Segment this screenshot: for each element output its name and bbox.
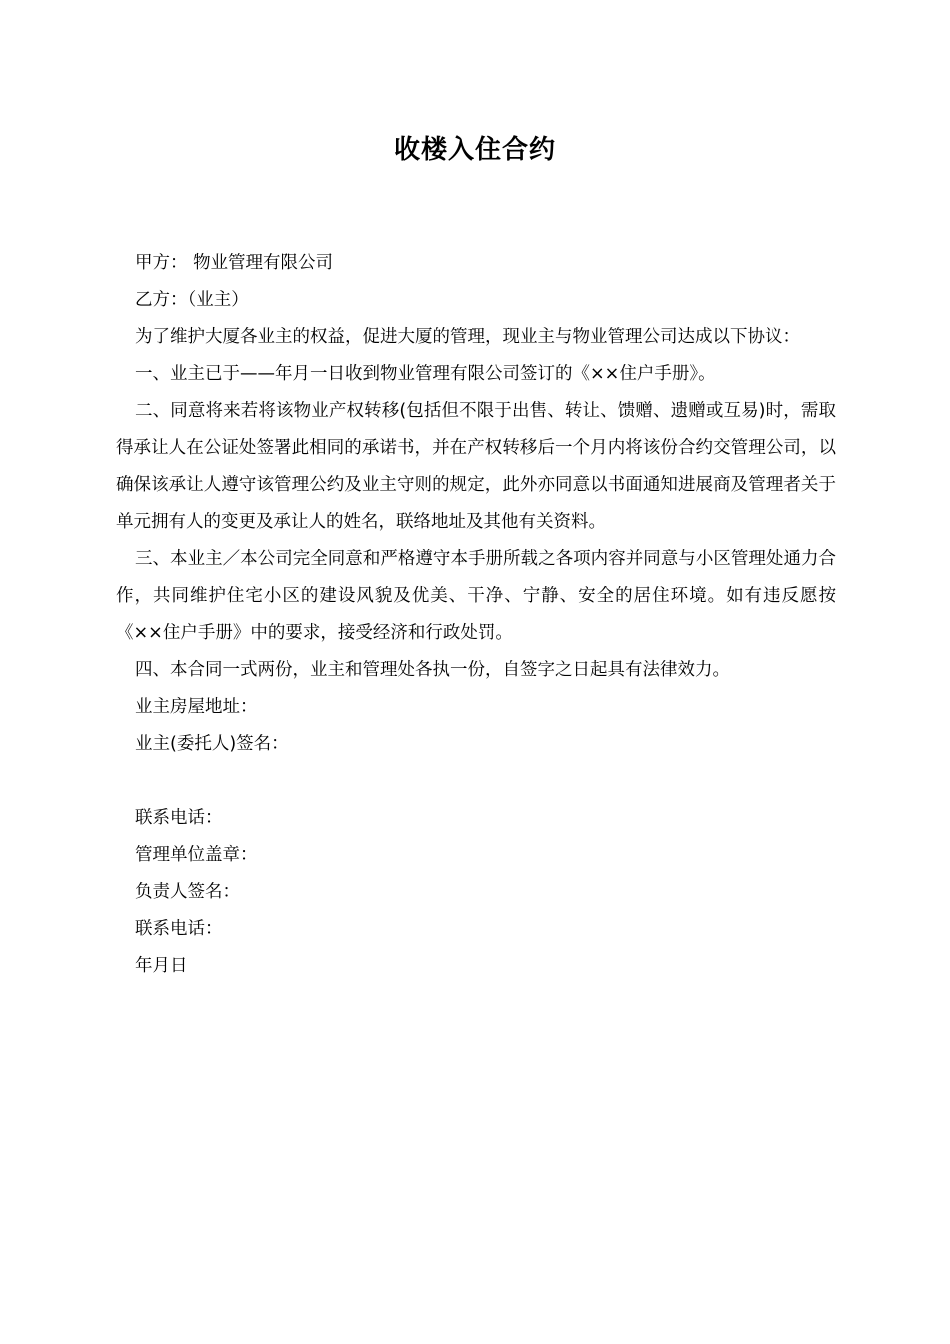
management-seal-label: 管理单位盖章： [135,845,258,865]
document-body [116,245,836,985]
date-label: 年月日 [135,956,188,976]
document-title: 收楼入住合约 [393,135,556,165]
manager-phone-label: 联系电话： [135,919,223,939]
manager-signature-label: 负责人签名： [135,882,240,902]
clause-4: 四、本合同一式两份，业主和管理处各执一份，自签字之日起具有法律效力。 [135,660,730,680]
party-b-line: 乙方：（业主） [135,290,249,310]
owner-address-label: 业主房屋地址： [135,697,258,717]
clause-1: 一、业主已于——年月一日收到物业管理有限公司签订的《××住户手册》。 [135,364,716,384]
clause-2: 二、同意将来若将该物业产权转移(包括但不限于出售、转让、馈赠、遗赠或互易)时，需取得承让人在公证处签署此相同的承诺书，并在产权转移后一个月内将该份合约交管理公司，以确保该承让人遵守该管理公约及业主守则的规定，此外亦同意以书面通知进展商及管理者关于单元拥有人的变更及承让人的姓名，联络地址及其他有关资料。 [116,401,836,532]
owner-signature-label: 业主(委托人)签名： [135,734,289,754]
clause-3: 三、本业主／本公司完全同意和严格遵守本手册所载之各项内容并同意与小区管理处通力合作，共同维护住宅小区的建设风貌及优美、干净、宁静、安全的居住环境。如有违反愿按《××住户手册》中的要求，接受经济和行政处罚。 [116,549,836,643]
owner-phone-label: 联系电话： [135,808,223,828]
signature-space [116,763,836,800]
intro-paragraph: 为了维护大厦各业主的权益，促进大厦的管理，现业主与物业管理公司达成以下协议： [135,327,800,347]
party-a-line: 甲方： 物业管理有限公司 [135,253,334,273]
